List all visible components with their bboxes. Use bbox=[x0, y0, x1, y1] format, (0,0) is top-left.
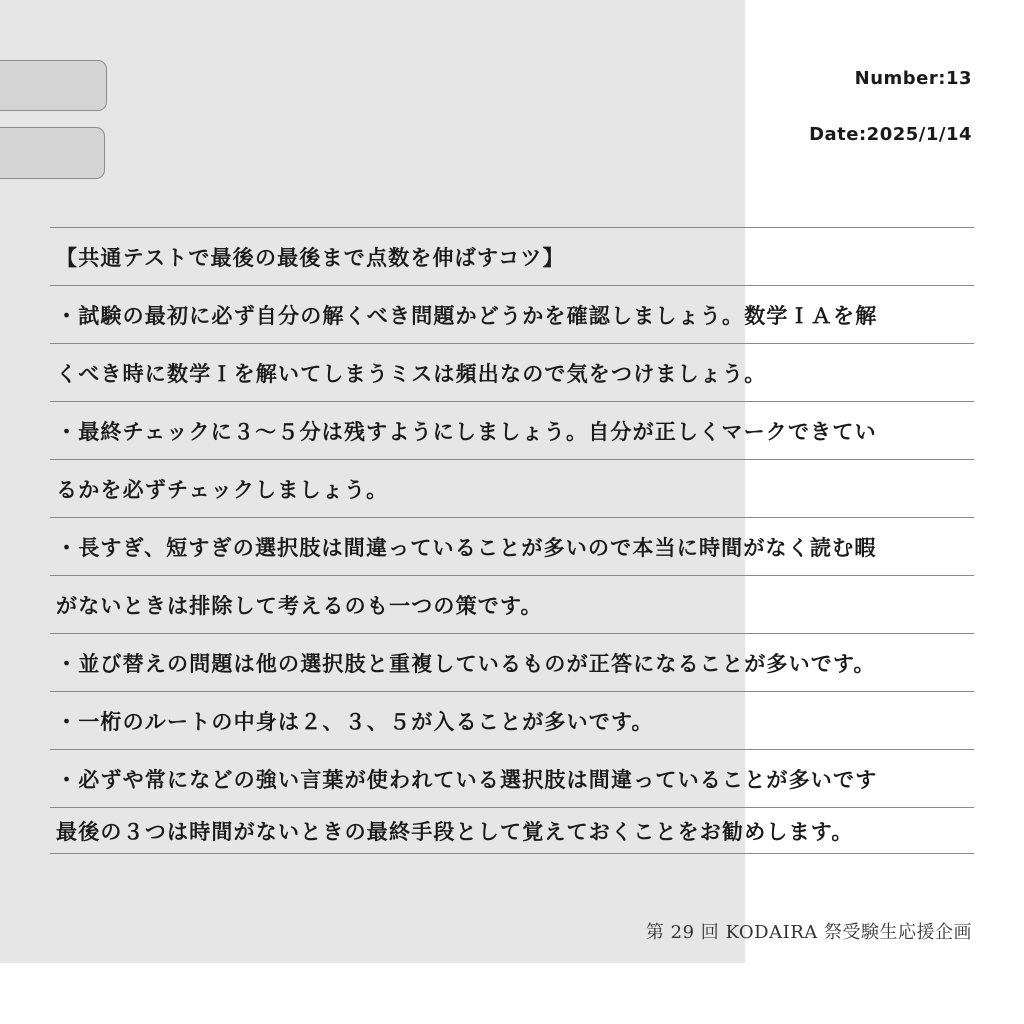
text-line: ・試験の最初に必ず自分の解くべき問題かどうかを確認しましょう。数学ＩＡを解 bbox=[50, 285, 974, 343]
text-line: ・並び替えの問題は他の選択肢と重複しているものが正答になることが多いです。 bbox=[50, 633, 974, 691]
ruled-text-body bbox=[50, 227, 974, 854]
text-line: ・最終チェックに３〜５分は残すようにしましょう。自分が正しくマークできてい bbox=[50, 401, 974, 459]
text-line: ・必ずや常になどの強い言葉が使われている選択肢は間違っていることが多いです bbox=[50, 749, 974, 807]
text-line: がないときは排除して考えるのも一つの策です。 bbox=[50, 575, 974, 633]
document-date: Date:2025/1/14 bbox=[809, 124, 972, 145]
footer-credit: 第 29 回 KODAIRA 祭受験生応援企画 bbox=[645, 922, 972, 943]
side-tab-1[interactable] bbox=[0, 60, 107, 111]
side-tab-2[interactable] bbox=[0, 127, 105, 179]
text-line: ・一桁のルートの中身は２、３、５が入ることが多いです。 bbox=[50, 691, 974, 749]
document-number: Number:13 bbox=[854, 68, 972, 89]
text-line: るかを必ずチェックしましょう。 bbox=[50, 459, 974, 517]
text-line: 最後の３つは時間がないときの最終手段として覚えておくことをお勧めします。 bbox=[50, 807, 974, 854]
text-line: くべき時に数学Ｉを解いてしまうミスは頻出なので気をつけましょう。 bbox=[50, 343, 974, 401]
document-heading: 【共通テストで最後の最後まで点数を伸ばすコツ】 bbox=[50, 227, 974, 285]
text-line: ・長すぎ、短すぎの選択肢は間違っていることが多いので本当に時間がなく読む暇 bbox=[50, 517, 974, 575]
